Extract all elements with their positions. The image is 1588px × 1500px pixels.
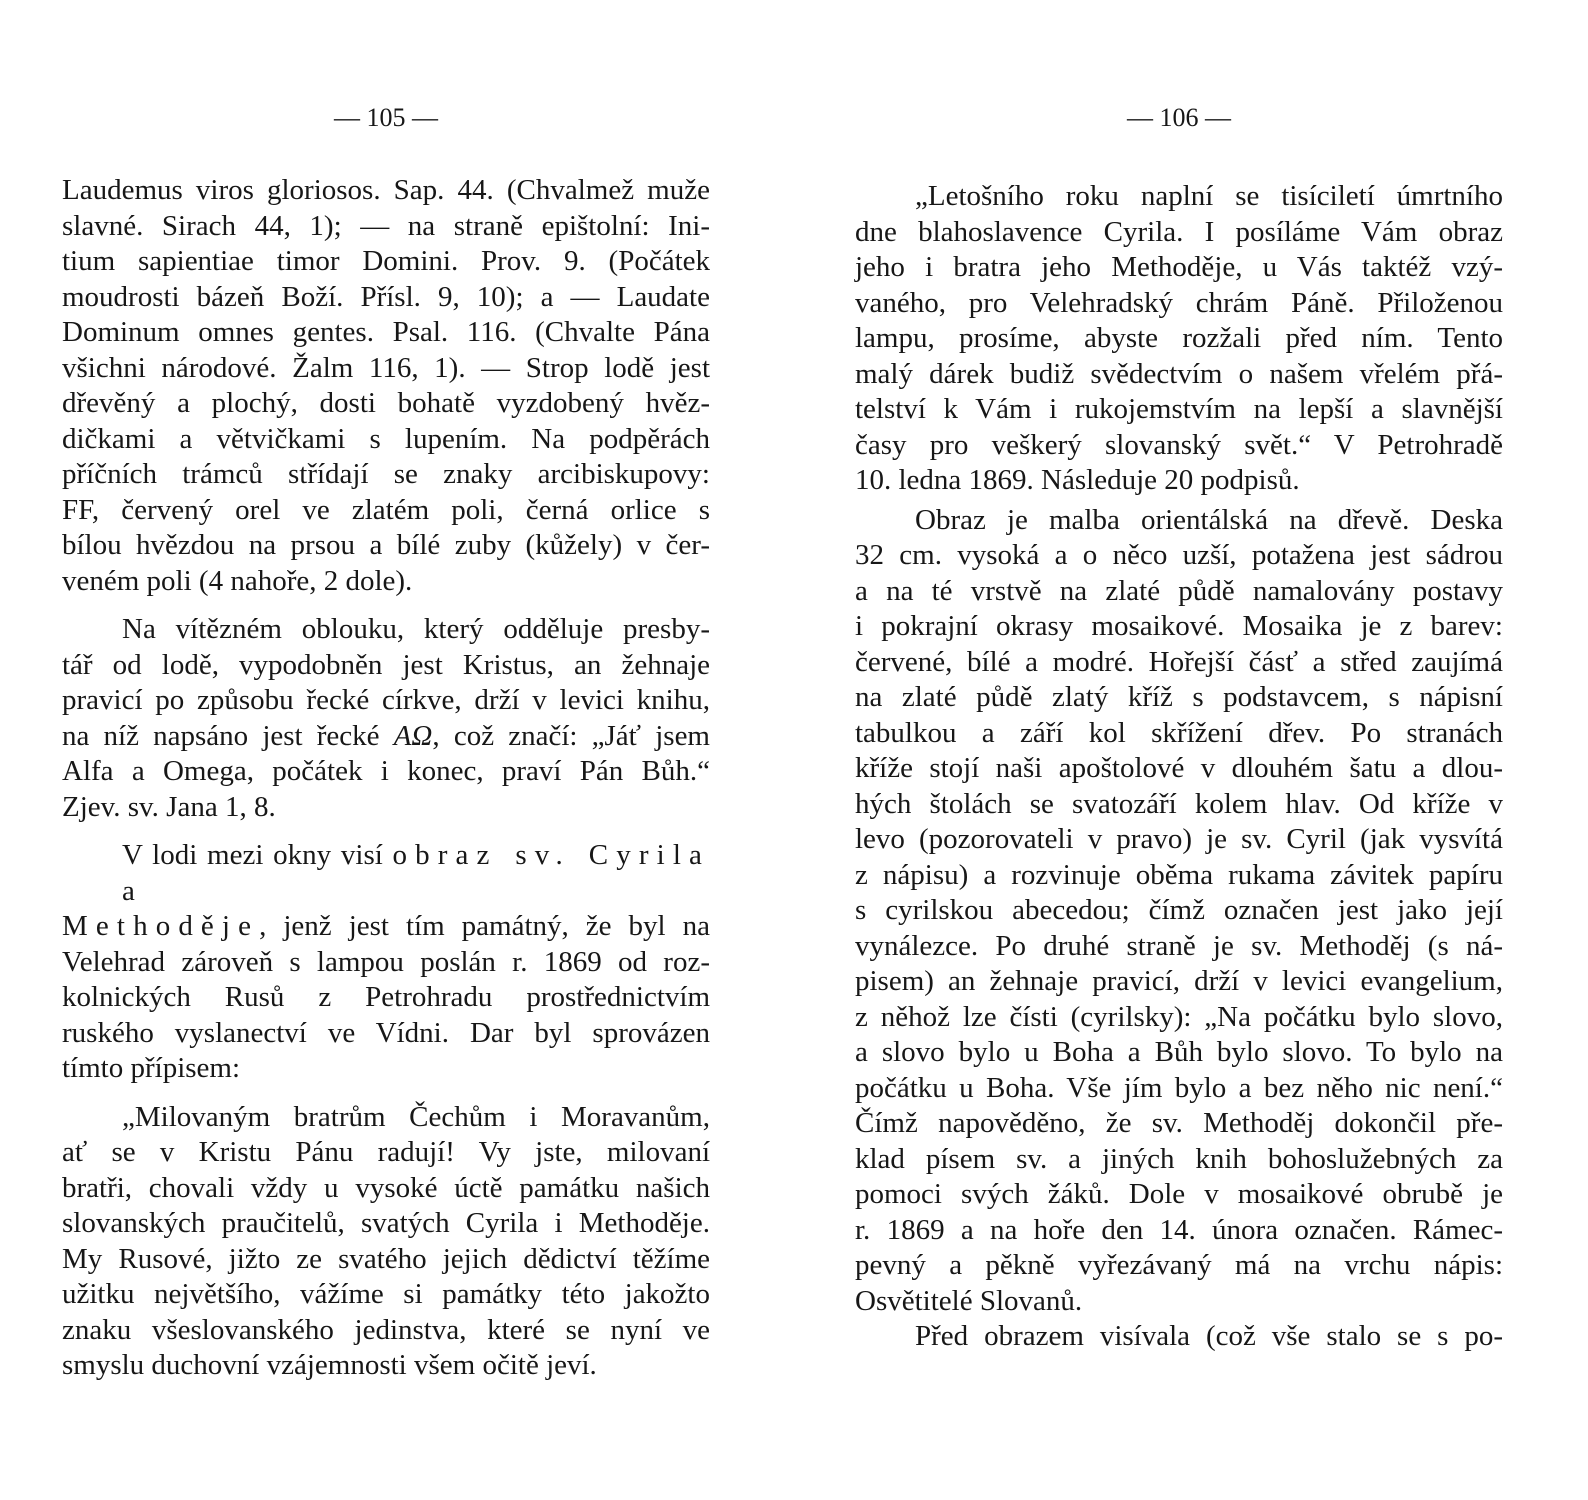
text-line: Zjev. sv. Jana 1, 8. [62, 790, 276, 823]
text-line: časy pro veškerý slovanský svět.“ V Petrohradě [855, 428, 1503, 461]
paragraph [855, 179, 1503, 499]
text-line: kříže stojí naši apoštolové v dlouhém šatu a dlou- [855, 752, 1503, 784]
text-line: příčních trámců střídají se znaky arcibiskupovy: [62, 458, 710, 490]
paragraph [62, 838, 710, 1087]
text-line: vynálezce. Po druhé straně je sv. Methoděj (s ná- [855, 929, 1503, 962]
text-line: Osvětitelé Slovanů. [855, 1284, 1083, 1317]
text-line: červené, bílé a modré. Hořejší čásť a střed zaujímá [855, 645, 1503, 678]
text-line: ruského vyslanectví ve Vídni. Dar byl sprovázen [62, 1016, 710, 1049]
paragraph [62, 612, 710, 825]
text-line: smyslu duchovní vzájemnosti všem očitě jeví. [62, 1349, 597, 1381]
text-line: pravicí po způsobu řecké církve, drží v levici knihu, [62, 684, 710, 716]
text-line: dne blahoslavence Cyrila. I posíláme Vám obraz [855, 215, 1503, 248]
text-segment: a [122, 874, 135, 907]
greek-letters: AΩ [393, 719, 433, 752]
text-line: My Rusové, jižto ze svatého jejich dědictví těžíme [62, 1242, 710, 1275]
text-line: FF, červený orel ve zlatém poli, černá orlice s [62, 493, 710, 526]
text-line: pevný a pěkně vyřezávaný má na vrchu nápis: [855, 1249, 1503, 1281]
spaced-emphasis: obraz sv. Cyrila [392, 839, 710, 871]
text-line: tium sapientiae timor Domini. Prov. 9. (Počátek [62, 245, 710, 277]
text-segment: V lodi mezi okny visí [122, 839, 393, 871]
text-line: Velehrad zároveň s lampou poslán r. 1869 od roz- [62, 945, 710, 978]
paragraph [62, 173, 710, 599]
paragraph [855, 503, 1503, 1320]
text-line: moudrosti bázeň Boží. Přísl. 9, 10); a — Laudate [62, 280, 710, 313]
text-line: lampu, prosíme, abyste rozžali před ním. Tento [855, 322, 1503, 354]
paragraph [62, 1100, 710, 1384]
page-number: — 105 — [334, 103, 438, 132]
text-line: vaného, pro Velehradský chrám Páně. Přiloženou [855, 286, 1503, 319]
text-line: tabulkou a září kol skřížení dřev. Po stranách [855, 716, 1503, 749]
text-line: jeho i bratra jeho Methoděje, u Vás taktéž vzý- [855, 251, 1503, 283]
page-number: — 106 — [1127, 103, 1231, 132]
text-line: a na té vrstvě na zlaté půdě namalovány postavy [855, 574, 1503, 607]
text-line [62, 719, 710, 755]
text-line: bílou hvězdou na prsou a bílé zuby (kůžely) v čer- [62, 529, 710, 561]
text-line: Obraz je malba orientálská na dřevě. Deska [915, 503, 1503, 536]
text-line: slovanských praučitelů, svatých Cyrila i Methoděje. [62, 1207, 710, 1239]
text-line: klad písem sv. a jiných knih bohoslužebných za [855, 1142, 1503, 1175]
text-line: z nápisu) a rozvinuje oběma rukama závitek papíru [855, 858, 1503, 891]
text-line: Dominum omnes gentes. Psal. 116. (Chvalte Pána [62, 316, 710, 348]
left-page [62, 0, 710, 1500]
text-line: levo (pozorovateli v pravo) je sv. Cyril (jak vysvítá [855, 823, 1503, 855]
text-line: Před obrazem visívala (což vše stalo se s po- [915, 1320, 1503, 1352]
text-line: „Letošního roku naplní se tisíciletí úmrtního [915, 180, 1503, 212]
paragraph [855, 1319, 1503, 1355]
text-line: dřevěný a plochý, dosti bohatě vyzdobený hvěz- [62, 387, 710, 419]
text-line: 10. ledna 1869. Následuje 20 podpisů. [855, 464, 1300, 496]
text-line: 32 cm. vysoká a o něco uzší, potažena jest sádrou [855, 539, 1503, 571]
text-line: počátku u Boha. Vše jím bylo a bez něho nic není.“ [855, 1071, 1503, 1104]
text-line: z něhož lze čísti (cyrilsky): „Na počátku bylo slovo, [855, 1000, 1503, 1033]
text-segment: , jenž jest tím památný, že byl na [259, 910, 710, 942]
text-line: tář od lodě, vypodobněn jest Kristus, an žehnaje [62, 648, 710, 681]
text-line: s cyrilskou abecedou; čímž označen jest jako její [855, 894, 1503, 926]
spaced-emphasis: Methoděje [62, 910, 260, 942]
text-line: slavné. Sirach 44, 1); — na straně epištolní: Ini- [62, 209, 710, 242]
text-line [62, 909, 710, 945]
text-line: dičkami a větvičkami s lupením. Na podpěrách [62, 422, 710, 455]
page-text [855, 179, 1503, 1355]
text-line: a slovo bylo u Boha a Bůh bylo slovo. To bylo na [855, 1036, 1503, 1068]
text-line: i pokrajní okrasy mosaikové. Mosaika je z barev: [855, 610, 1503, 642]
text-line: všichni národové. Žalm 116, 1). — Strop lodě jest [62, 351, 710, 384]
text-line: Laudemus viros gloriosos. Sap. 44. (Chvalmež muže [62, 174, 710, 206]
text-line: hých štolách se svatozáří kolem hlav. Od kříže v [855, 787, 1503, 820]
text-line: ať se v Kristu Pánu radují! Vy jste, milovaní [62, 1136, 710, 1168]
text-line: Čímž napověděno, že sv. Methoděj dokončil pře- [855, 1107, 1503, 1139]
text-line: malý dárek budiž svědectvím o našem vřelém přá- [855, 357, 1503, 390]
text-line: tímto přípisem: [62, 1052, 241, 1084]
text-line: veném poli (4 nahoře, 2 dole). [62, 564, 413, 597]
text-line: užitku největšího, vážíme si památky této jakožto [62, 1278, 710, 1310]
text-line: pisem) an žehnaje pravicí, drží v levici evangelium, [855, 965, 1503, 997]
right-page [855, 0, 1503, 1500]
text-segment: na níž napsáno jest řecké [62, 719, 394, 752]
text-line: znaku všeslovanského jedinstva, které se nyní ve [62, 1313, 710, 1346]
page-text [62, 173, 710, 1384]
text-line: na zlaté půdě zlatý kříž s podstavcem, s nápisní [855, 681, 1503, 713]
text-line: kolnických Rusů z Petrohradu prostřednictvím [62, 981, 710, 1013]
text-line: telství k Vám i rukojemstvím na lepší a slavnější [855, 393, 1503, 425]
text-line: bratři, chovali vždy u vysoké úctě památku našich [62, 1171, 710, 1204]
text-segment: , což značí: „Jáť jsem [432, 719, 710, 752]
text-line [62, 838, 710, 909]
text-line: Na vítězném oblouku, který odděluje presby- [122, 613, 710, 645]
text-line: r. 1869 a na hoře den 14. února označen. Rámec- [855, 1213, 1503, 1246]
text-line: Alfa a Omega, počátek i konec, praví Pán Bůh.“ [62, 755, 710, 787]
text-line: „Milovaným bratrům Čechům i Moravanům, [122, 1100, 710, 1133]
text-line: pomoci svých žáků. Dole v mosaikové obrubě je [855, 1178, 1503, 1210]
